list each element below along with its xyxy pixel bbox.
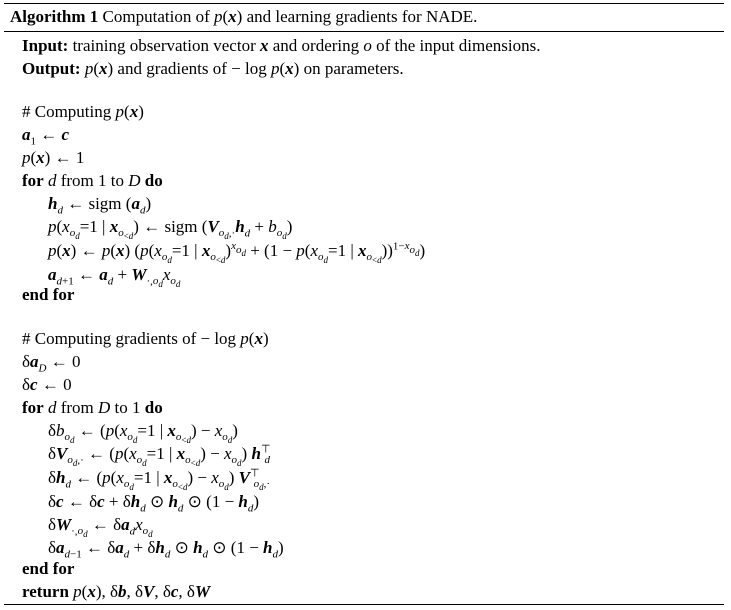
output-label: Output: (22, 59, 81, 78)
line-delta-c: δc ← $\delta c + \delta h_d$ ⊙ $h_d$ ⊙ $(1 - h_d)$ (48, 492, 260, 515)
input-label: Input: (22, 36, 69, 55)
line-update-a: $a_{d+1}$ ← $a_d + W_{\cdot,o_d}x_{o_d}$ (48, 265, 181, 290)
line-delta-h: $\delta h_d$ ← ($p(x_{o_d}=1$ | $x_{o_{<d}}) - x_{o_d}$) $V^⊤_{o_d,\cdot}$ (48, 467, 271, 493)
line-init-a: $a_1$ ← c (22, 125, 70, 148)
line-init-delta-c: δc ← 0 (22, 375, 72, 394)
comment-computing-p: # Computing p(x) (22, 102, 144, 121)
line-for-2: for d from D to 1 do (22, 398, 163, 417)
algorithm-header (4, 4, 724, 32)
line-delta-a: $\delta a_{d-1}$ ← $\delta a_d + \delta h_d$ ⊙ $h_d$ ⊙ $(1 - h_d)$ (48, 538, 284, 561)
line-end-for-1: end for (22, 285, 75, 304)
algorithm-box (4, 3, 724, 605)
line-return: return p(x), δb, δV, δc, δW (22, 582, 211, 601)
line-delta-b: $\delta b_{o_d}$ ← ($p(x_{o_d}=1$ | $x_{o_{<d}}) - x_{o_d}$) (48, 421, 238, 446)
line-delta-v: $\delta V_{o_d,\cdot}$ ← ($p(x_{o_d}=1$ | $x_{o_{<d}}) - x_{o_d}$) $h^⊤_d$ (48, 443, 271, 469)
output-line: Output: p(x) and gradients of − log p(x) on parameters. (22, 59, 404, 78)
line-end-for-2: end for (22, 559, 75, 578)
comment-computing-gradients: # Computing gradients of − log p(x) (22, 329, 269, 348)
algorithm-label: Algorithm 1 (10, 7, 99, 26)
line-cond-p: $p(x_{o_d}=1$ | $x_{o_{<d}}$) ← sigm $(V_{o_d,\cdot}h_d + b_{o_d})$ (48, 217, 293, 242)
line-for-1: for d from 1 to D do (22, 171, 163, 190)
line-update-p: p(x) ← p(x) ($p(x_{o_d}=1$ | $x_{o_{<d}})^{x_{o_d}} + (1 - p(x_{o_d}=1$ | $x_{o_{<d}}))^{1-x_{o_d}}$) (48, 240, 426, 266)
input-line: Input: training observation vector x and ordering o of the input dimensions. (22, 36, 541, 55)
line-init-delta-a: $\delta a_D$ ← 0 (22, 352, 81, 375)
line-init-p: p(x) ← 1 (22, 148, 85, 167)
algorithm-caption: Computation of p(x) and learning gradients for NADE. (102, 7, 478, 26)
line-h: $h_d$ ← sigm $(a_d)$ (48, 194, 152, 217)
line-delta-w: $\delta W_{\cdot,o_d}$ ← $\delta a_dx_{o_d}$ (48, 515, 153, 540)
algorithm-title (10, 7, 477, 27)
